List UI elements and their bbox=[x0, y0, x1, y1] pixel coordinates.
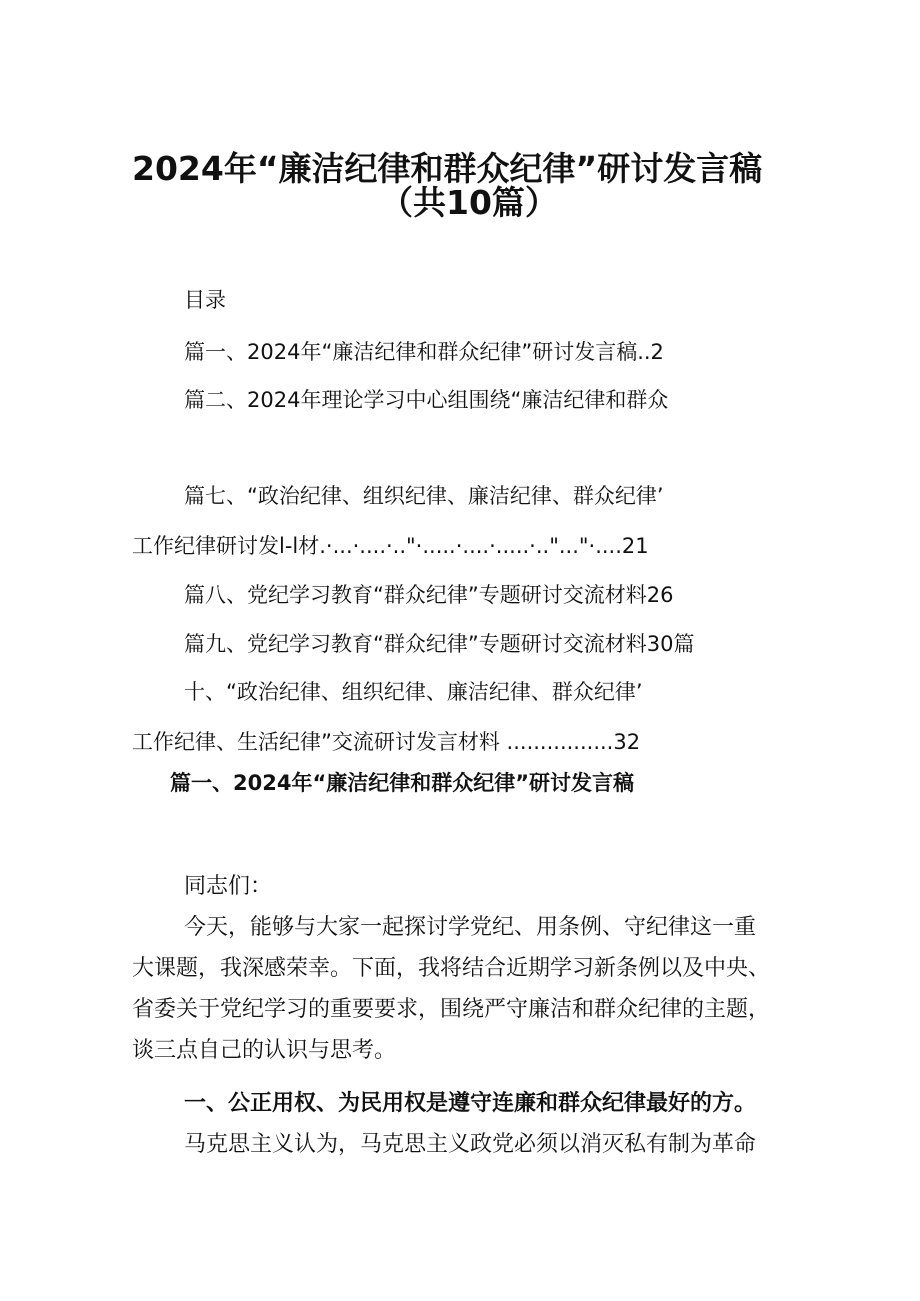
toc-entry[interactable]: 篇二、2024年理论学习中心组围绕“廉洁纪律和群众 bbox=[184, 388, 669, 412]
article-heading: 篇一、2024年“廉洁纪律和群众纪律”研讨发言稿 bbox=[170, 771, 635, 795]
paragraph-line: 马克思主义认为，马克思主义政党必须以消灭私有制为革命 bbox=[184, 1132, 757, 1157]
paragraph-line: 省委关于党纪学习的重要要求，围绕严守廉洁和群众纪律的主题， bbox=[132, 997, 771, 1022]
toc-heading: 目录 bbox=[184, 288, 226, 312]
document-title-count: （共10篇） bbox=[380, 183, 558, 222]
paragraph-line: 谈三点自己的认识与思考。 bbox=[132, 1038, 397, 1063]
toc-entry[interactable]: 篇八、党纪学习教育“群众纪律”专题研讨交流材料26 bbox=[184, 583, 674, 607]
toc-entry[interactable]: 工作纪律、生活纪律”交流研讨发言材料 ................32 bbox=[132, 730, 641, 754]
toc-entry[interactable]: 篇七、“政治纪律、组织纪律、廉洁纪律、群众纪律’ bbox=[184, 484, 664, 508]
salutation: 同志们： bbox=[184, 874, 273, 899]
toc-entry[interactable]: 十、“政治纪律、组织纪律、廉洁纪律、群众纪律’ bbox=[184, 680, 643, 704]
paragraph-line: 今天，能够与大家一起探讨学党纪、用条例、守纪律这一重 bbox=[184, 915, 757, 940]
point-heading: 一、公正用权、为民用权是遵守连廉和群众纪律最好的方。 bbox=[184, 1091, 757, 1116]
paragraph-line: 大课题，我深感荣幸。下面，我将结合近期学习新条例以及中央、 bbox=[132, 956, 771, 981]
document-title: 2024年“廉洁纪律和群众纪律”研讨发言稿 bbox=[132, 149, 763, 188]
toc-entry[interactable]: 篇九、党纪学习教育“群众纪律”专题研讨交流材料30篇 bbox=[184, 632, 695, 656]
toc-entry[interactable]: 工作纪律研讨发l-l材.·...·....·.."·.....·....·.....·.."..."·....21 bbox=[132, 534, 649, 558]
toc-entry[interactable]: 篇一、2024年“廉洁纪律和群众纪律”研讨发言稿..2 bbox=[184, 340, 664, 364]
